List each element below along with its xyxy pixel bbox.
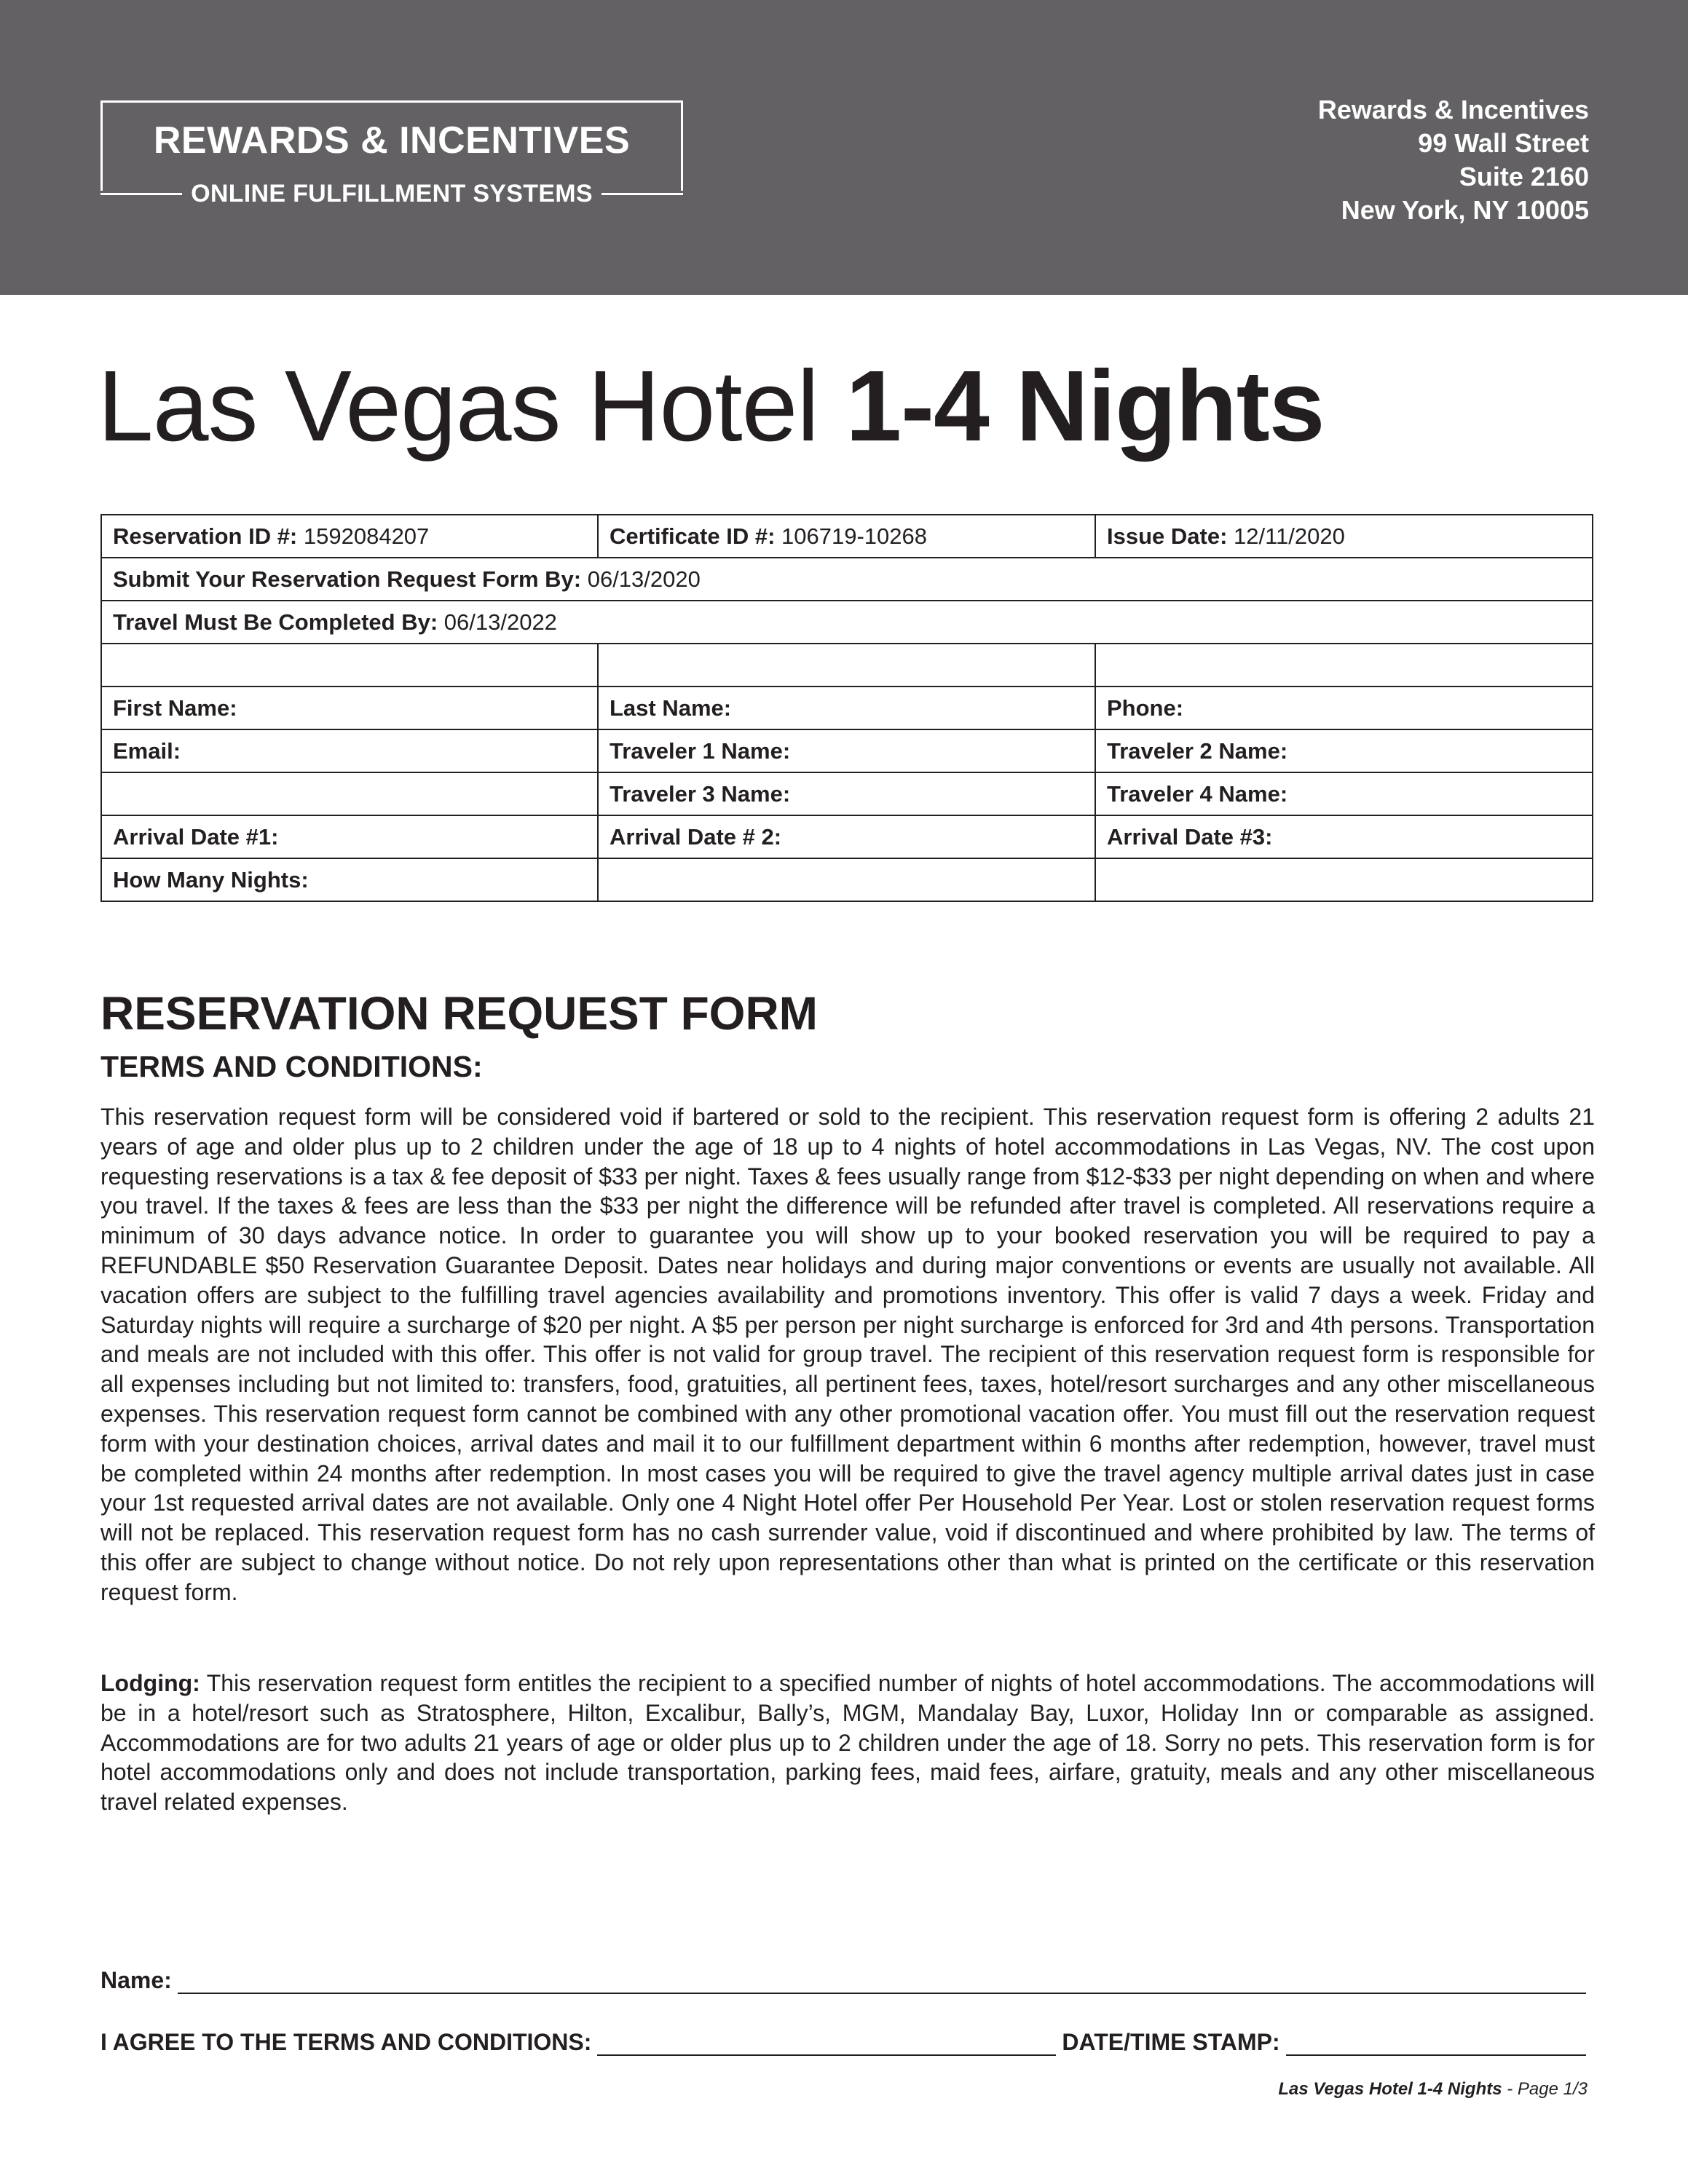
table-row: [101, 815, 1593, 858]
footer-page-number: - Page 1/3: [1502, 2079, 1588, 2099]
arrival-date-2-field[interactable]: Arrival Date # 2:: [598, 815, 1095, 858]
page-title: [98, 348, 1324, 464]
submit-by-label: Submit Your Reservation Request Form By:: [113, 566, 582, 592]
certificate-id-cell: [598, 515, 1095, 558]
empty-cell[interactable]: [101, 644, 598, 687]
email-field[interactable]: Email:: [101, 729, 598, 772]
date-stamp-label: DATE/TIME STAMP:: [1062, 2029, 1280, 2055]
section-title: RESERVATION REQUEST FORM: [100, 987, 818, 1040]
arrival-date-3-field[interactable]: Arrival Date #3:: [1095, 815, 1593, 858]
date-stamp-line[interactable]: [1286, 2030, 1586, 2056]
section-subtitle: TERMS AND CONDITIONS:: [100, 1050, 483, 1083]
reservation-id-value: 1592084207: [297, 523, 430, 549]
issue-date-cell: [1095, 515, 1593, 558]
last-name-field[interactable]: Last Name:: [598, 687, 1095, 729]
table-row: [101, 601, 1593, 644]
reservation-id-cell: [101, 515, 598, 558]
agree-signature-row: [100, 2029, 1586, 2056]
terms-paragraph: This reservation request form will be considered void if bartered or sold to the recipient. This reservation request form is offering 2 adults 21 years of age and older plus up to 2 children under the age of 18 up to 4 nights of hotel accommodations in Las Vegas, NV. The cost upon requesting reservations is a tax & fee deposit of $33 per night. Taxes & fees usually range from $12-$33 per night depending on when and where you travel. If the taxes & fees are less than the $33 per night the difference will be refunded after travel is completed. All reservations require a minimum of 30 days advance notice. In order to guarantee you will show up to your booked reservation you will be required to pay a REFUNDABLE $50 Reservation Guarantee Deposit. Dates near holidays and during major conventions or events are usually not available. All vacation offers are subject to the fulfilling travel agencies availability and promotions inventory. This offer is valid 7 days a week. Friday and Saturday nights will require a surcharge of $20 per night. A $5 per person per night surcharge is enforced for 3rd and 4th persons. Transportation and meals are not included with this offer. This offer is not valid for group travel. The recipient of this reservation request form is responsible for all expenses including but not limited to: transfers, food, gratuities, all pertinent fees, taxes, hotel/resort surcharges and any other miscellaneous expenses. This reservation request form cannot be combined with any other promotional vacation offer. You must fill out the reservation request form with your destination choices, arrival dates and mail it to our fulfillment department within 6 months after redemption, however, travel must be completed within 24 months after redemption. In most cases you will be required to give the travel agency multiple arrival dates just in case your 1st requested arrival dates are not available. Only one 4 Night Hotel offer Per Household Per Year. Lost or stolen reservation request forms will not be replaced. This reservation request form has no cash surrender value, void if discontinued and where prohibited by law. The terms of this offer are subject to change without notice. Do not rely upon representations other than what is printed on the certificate or this reservation request form.: [100, 1104, 1595, 1605]
certificate-id-label: Certificate ID #:: [610, 523, 776, 549]
empty-cell[interactable]: [598, 644, 1095, 687]
traveler-1-name-field[interactable]: Traveler 1 Name:: [598, 729, 1095, 772]
traveler-3-name-field[interactable]: Traveler 3 Name:: [598, 772, 1095, 815]
lodging-paragraph: [100, 1669, 1595, 1817]
address-line: 99 Wall Street: [1418, 128, 1589, 158]
logo-rule-right: [602, 193, 683, 195]
header-band: [0, 0, 1688, 295]
table-row: [101, 858, 1593, 901]
lodging-text: This reservation request form entitles the recipient to a specified number of nights of hotel accommodations. The accommodations will be in a hotel/resort such as Stratosphere, Hilton, Excalibur, Bally’s, MGM, Mandalay Bay, Luxor, Holiday Inn or comparable as assigned. Accommodations are for two adults 21 years of age or older plus up to 2 children under the age of 18. Sorry no pets. This reservation form is for hotel accommodations only and does not include transportation, parking fees, maid fees, airfare, gratuity, meals and any other miscellaneous travel related expenses.: [100, 1670, 1595, 1816]
traveler-4-name-field[interactable]: Traveler 4 Name:: [1095, 772, 1593, 815]
reservation-id-label: Reservation ID #:: [113, 523, 298, 549]
company-address: [1318, 93, 1589, 227]
traveler-2-name-field[interactable]: Traveler 2 Name:: [1095, 729, 1593, 772]
table-row: [101, 644, 1593, 687]
table-row: [101, 515, 1593, 558]
agree-signature-line[interactable]: [597, 2030, 1056, 2056]
table-row: [101, 558, 1593, 601]
phone-field[interactable]: Phone:: [1095, 687, 1593, 729]
company-logo: [100, 100, 683, 207]
issue-date-value: 12/11/2020: [1227, 523, 1345, 549]
submit-by-cell: [101, 558, 1593, 601]
address-line: Rewards & Incentives: [1317, 95, 1589, 124]
address-line: Suite 2160: [1459, 162, 1589, 191]
submit-by-value: 06/13/2020: [581, 566, 701, 592]
name-label: Name:: [100, 1967, 172, 1993]
empty-cell[interactable]: [598, 858, 1095, 901]
table-row: [101, 729, 1593, 772]
issue-date-label: Issue Date:: [1107, 523, 1228, 549]
first-name-field[interactable]: First Name:: [101, 687, 598, 729]
logo-line2-row: [100, 175, 683, 212]
empty-cell[interactable]: [1095, 858, 1593, 901]
certificate-id-value: 106719-10268: [775, 523, 927, 549]
page-title-light: Las Vegas Hotel: [98, 350, 846, 462]
nights-field[interactable]: How Many Nights:: [101, 858, 598, 901]
travel-by-value: 06/13/2022: [438, 609, 557, 635]
page-title-bold: 1-4 Nights: [845, 350, 1325, 462]
page-footer: [1278, 2079, 1588, 2100]
address-line: New York, NY 10005: [1341, 195, 1589, 225]
logo-line1: REWARDS & INCENTIVES: [153, 119, 631, 162]
logo-line2: ONLINE FULFILLMENT SYSTEMS: [191, 179, 593, 207]
empty-cell[interactable]: [1095, 644, 1593, 687]
footer-doc-name: Las Vegas Hotel 1-4 Nights: [1278, 2079, 1502, 2099]
table-row: [101, 772, 1593, 815]
table-row: [101, 687, 1593, 729]
name-line[interactable]: [178, 1968, 1586, 1994]
logo-rule-left: [100, 193, 182, 195]
travel-by-cell: [101, 601, 1593, 644]
empty-cell[interactable]: [101, 772, 598, 815]
arrival-date-1-field[interactable]: Arrival Date #1:: [101, 815, 598, 858]
reservation-info-table: [100, 514, 1593, 902]
travel-by-label: Travel Must Be Completed By:: [113, 609, 438, 635]
agree-label: I AGREE TO THE TERMS AND CONDITIONS:: [100, 2029, 592, 2055]
lodging-label: Lodging:: [100, 1670, 200, 1696]
name-signature-row: [100, 1967, 1586, 1994]
